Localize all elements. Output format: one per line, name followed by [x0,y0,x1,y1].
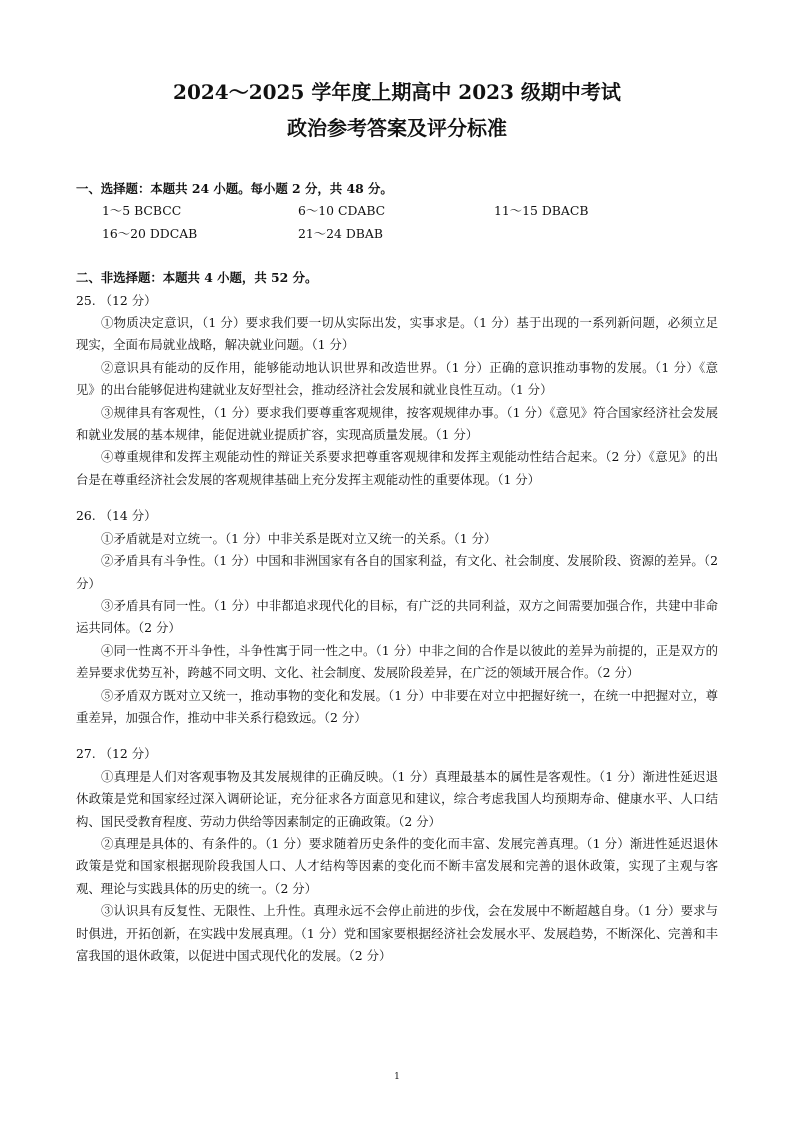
question-27-point-3: ③认识具有反复性、无限性、上升性。真理永远不会停止前进的步伐，会在发展中不断超越自身。（1 分）要求与时俱进，开拓创新，在实践中发展真理。（1 分）党和国家要根据经济社会发展水平、发展趋势，不断深化、完善和丰富我国的退休政策，以促进中国式现代化的发展。（2 分） [76,903,718,963]
document-subtitle: 政治参考答案及评分标准 [287,116,507,140]
answer-row [76,223,718,245]
question-26-point-4: ④同一性离不开斗争性，斗争性寓于同一性之中。（1 分）中非之间的合作是以彼此的差异为前提的，正是双方的差异要求优势互补，跨越不同文明、文化、社会制度、发展阶段差异，在广泛的领域开展合作。（2 分） [76,642,718,681]
answer-row [76,200,718,222]
question-27-heading: 27. （12 分） [76,746,157,762]
question-25-point-3: ③规律具有客观性，（1 分）要求我们要尊重客观规律，按客观规律办事。（1 分）《意见》符合国家经济社会发展和就业发展的基本规律，能促进就业提质扩容，实现高质量发展。（1 分） [76,404,718,443]
question-26-point-3: ③矛盾具有同一性。（1 分）中非都追求现代化的目标，有广泛的共同利益，双方之间需要加强合作，共建中非命运共同体。（2 分） [76,597,718,636]
answer-key-item: 16～20 DDCAB [102,225,198,241]
page-number: 1 [394,1072,400,1082]
question-25-heading: 25. （12 分） [76,292,157,308]
question-25-point-1: ①物质决定意识，（1 分）要求我们要一切从实际出发，实事求是。（1 分）基于出现的一系列新问题，必须立足现实，全面布局就业战略，解决就业问题。（1 分） [76,315,718,353]
question-25-point-2: ②意识具有能动的反作用，能够能动地认识世界和改造世界。（1 分）正确的意识推动事物的发展。（1 分）《意见》的出台能够促进构建就业友好型社会，推动经济社会发展和就业良性互动。（1 分） [76,359,718,398]
answer-key-item: 21～24 DBAB [298,225,383,241]
question-27-point-1: ①真理是人们对客观事物及其发展规律的正确反映。（1 分）真理最基本的属性是客观性。（1 分）渐进性延迟退休政策是党和国家经过深入调研论证，充分征求各方面意见和建议，综合考虑我国人均预期寿命、健康水平、人口结构、国民受教育程度、劳动力供给等因素制定的正确政策。（2 分） [76,768,718,829]
question-26-heading: 26. （14 分） [76,508,157,524]
question-27-point-2: ②真理是具体的、有条件的。（1 分）要求随着历史条件的变化而丰富、发展完善真理。（1 分）渐进性延迟退休政策是党和国家根据现阶段我国人口、人才结构等因素的变化而不断丰富发展和完善的退休政策，实现了主观与客观、理论与实践具体的历史的统一。（2 分） [76,835,718,896]
question-26-point-1: ①矛盾就是对立统一。（1 分）中非关系是既对立又统一的关系。（1 分） [101,530,497,546]
question-26-point-5: ⑤矛盾双方既对立又统一，推动事物的变化和发展。（1 分）中非要在对立中把握好统一，在统一中把握对立，尊重差异，加强合作，推动中非关系行稳致远。（2 分） [76,687,718,725]
answer-key-item: 11～15 DBACB [494,203,589,219]
answer-key-item: 6～10 CDABC [298,203,386,219]
question-26-point-2: ②矛盾具有斗争性。（1 分）中国和非洲国家有各自的国家利益，有文化、社会制度、发展阶段、资源的差异。（2 分） [76,553,718,591]
document-body [76,178,718,967]
answer-key-item: 1～5 BCBCC [102,203,182,219]
section-heading-nonchoice: 二、非选择题：本题共 4 小题，共 52 分。 [76,270,318,286]
question-25-point-4: ④尊重规律和发挥主观能动性的辩证关系要求把尊重客观规律和发挥主观能动性结合起来。（2 分）《意见》的出台是在尊重经济社会发展的客观规律基础上充分发挥主观能动性的重要体现。（1 分） [76,449,718,487]
section-heading-choice: 一、选择题：本题共 24 小题。每小题 2 分，共 48 分。 [76,181,393,196]
document-title: 2024～2025 学年度上期高中 2023 级期中考试 [173,80,621,104]
